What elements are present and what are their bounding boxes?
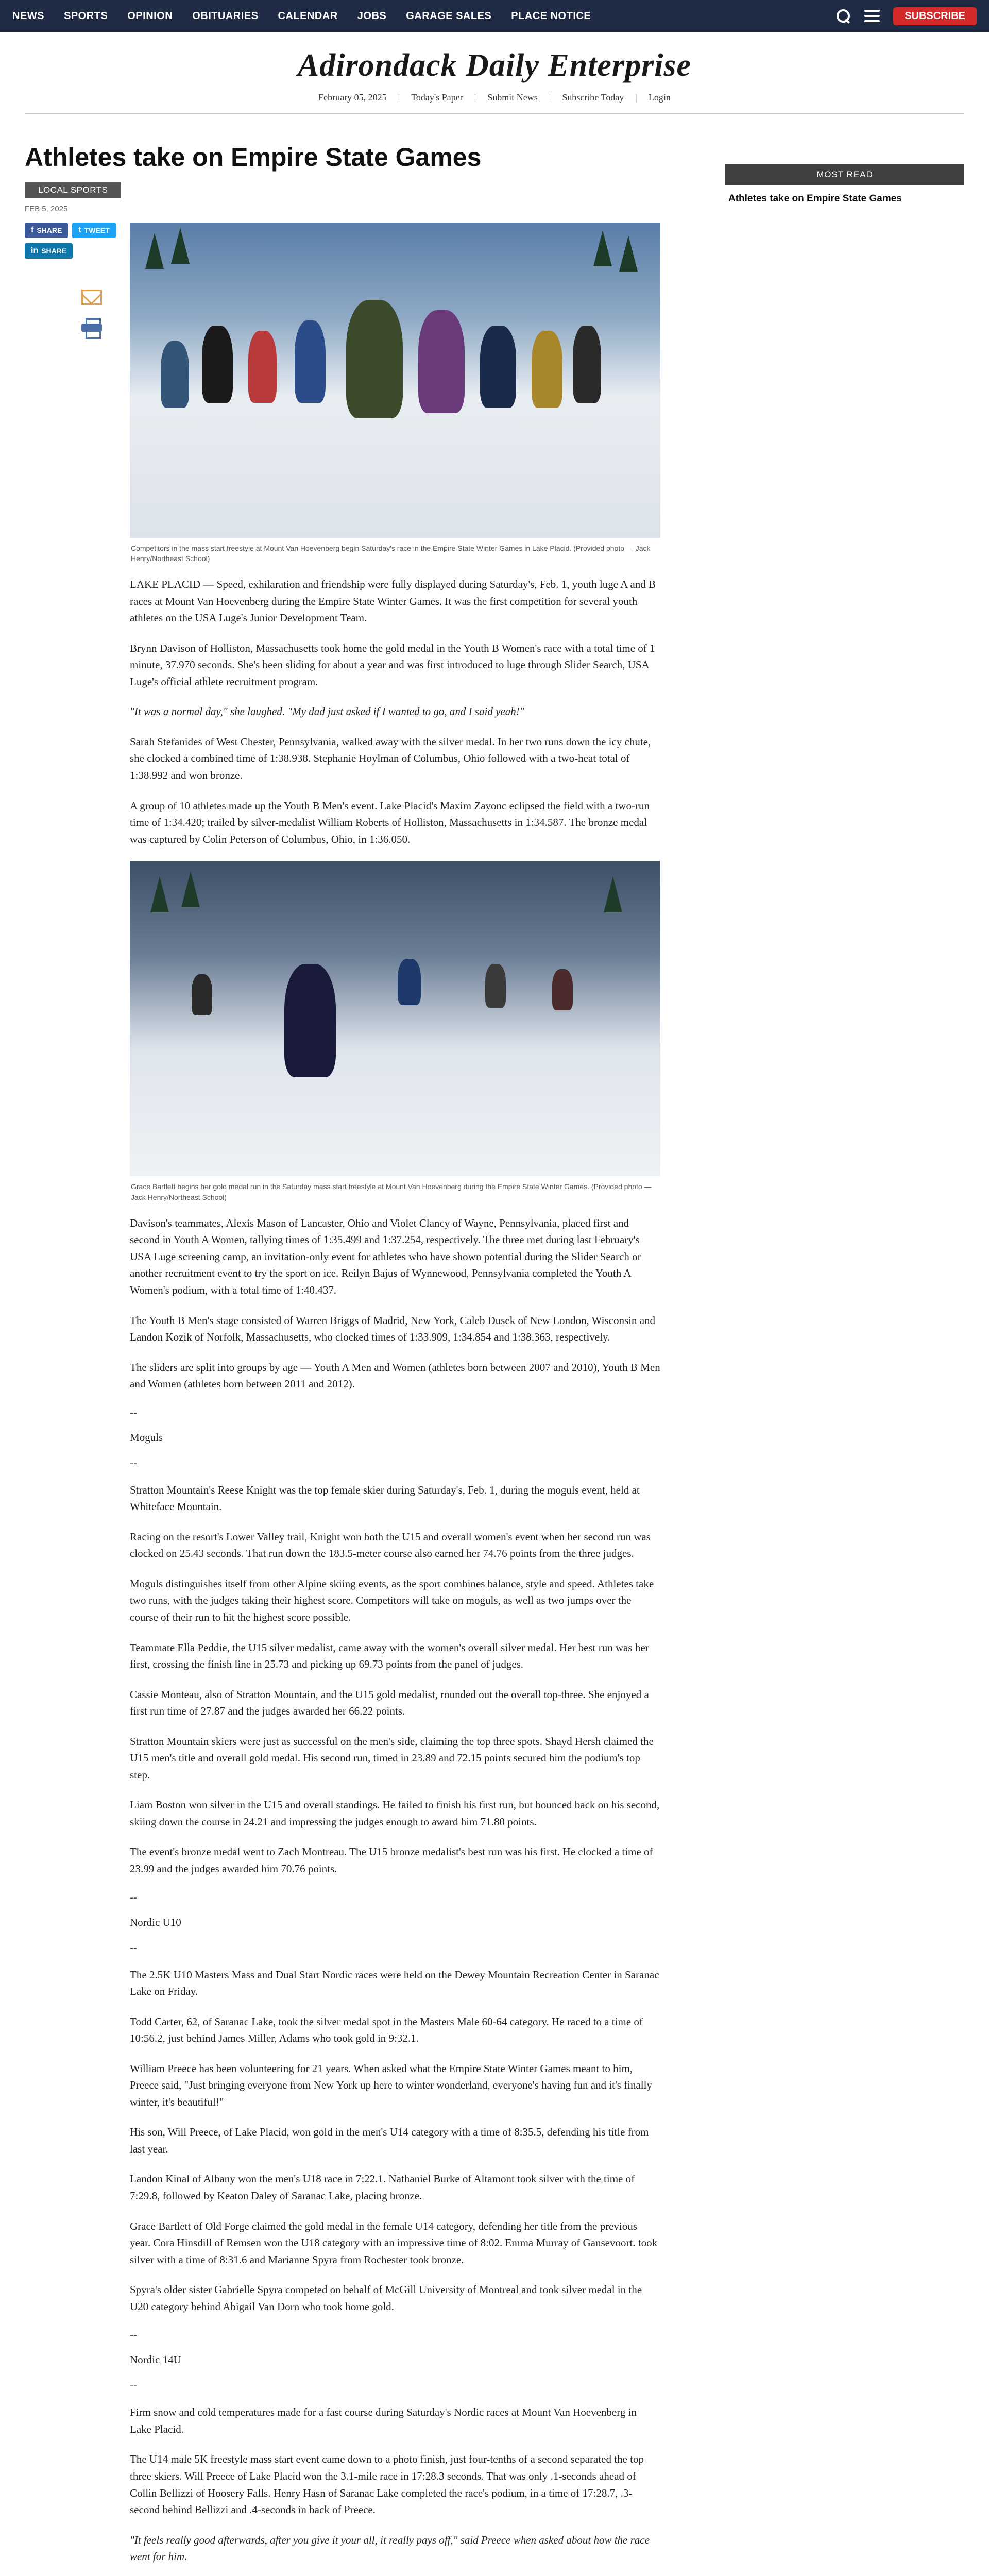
article-paragraph: Sarah Stefanides of West Chester, Pennsylvania, walked away with the silver medal. In her two runs down the icy chute, she clocked a combined time of 1:38.938. Stephanie Hoylman of Columbus, Ohio followed with a two-heat total of 1:38.992 and won bronze.	[130, 735, 651, 782]
nav-sports[interactable]: SPORTS	[64, 10, 108, 22]
article-paragraph: A group of 10 athletes made up the Youth B Men's event. Lake Placid's Maxim Zayonc eclipsed the field with a two-run time of 1:34.420; trailed by silver-medalist William Roberts of Holliston, Massachusetts in 1:34.587. The bronze medal was captured by Colin Peterson of Columbus, Ohio, in 1:36.050.	[130, 799, 650, 845]
twitter-share-label: TWEET	[84, 226, 110, 234]
login-link[interactable]: Login	[648, 92, 671, 103]
nav-obituaries[interactable]: OBITUARIES	[192, 10, 259, 22]
nav-jobs[interactable]: JOBS	[357, 10, 387, 22]
article-paragraph: LAKE PLACID — Speed, exhilaration and friendship were fully displayed during Saturday's, Feb. 1, youth luge A and B races at Mount Van Hoevenberg during the Empire State Winter Games. It was the first competition for several youth athletes on the USA Luge's Junior Development Team.	[130, 578, 656, 624]
facebook-share-button[interactable]	[25, 223, 68, 238]
article-paragraph: Moguls distinguishes itself from other Alpine skiing events, as the sport combines balance, style and speed. Athletes take two runs, with the judges taking their highest score. Competitors will take on moguls, as well as two jumps over the course of their run to hit the highest score possible.	[130, 1577, 654, 1623]
section-tag[interactable]: LOCAL SPORTS	[25, 182, 121, 198]
article-paragraph: The 2.5K U10 Masters Mass and Dual Start Nordic races were held on the Dewey Mountain Recreation Center in Saranac Lake on Friday.	[130, 1968, 659, 1998]
nav-news[interactable]: NEWS	[12, 10, 44, 22]
quote-text: "It feels really good afterwards, after you give it your all, it really pays off," said Preece when asked about how the race went for him.	[130, 2533, 650, 2563]
article-paragraph: Firm snow and cold temperatures made for a fast course during Saturday's Nordic races at Mount Van Hoevenberg in Lake Placid.	[130, 2406, 637, 2435]
section-divider: --	[130, 1890, 137, 1903]
facebook-share-label: SHARE	[37, 226, 62, 234]
subscribe-today-link[interactable]: Subscribe Today	[562, 92, 624, 103]
todays-paper-link[interactable]: Today's Paper	[411, 92, 463, 103]
article-photo-mass-start[interactable]	[130, 223, 660, 538]
separator: |	[549, 92, 551, 103]
most-read-item[interactable]: Athletes take on Empire State Games	[728, 193, 902, 204]
article-paragraph: Landon Kinal of Albany won the men's U18 race in 7:22.1. Nathaniel Burke of Altamont took silver with the time of 7:29.8, followed by Keaton Daley of Saranac Lake, placing bronze.	[130, 2173, 635, 2202]
article-paragraph: Davison's teammates, Alexis Mason of Lancaster, Ohio and Violet Clancy of Wayne, Pennsylvania, placed first and second in Youth A Women, tallying times of 1:35.499 and 1:37.254, respectively. The three met during last February's USA Luge screening camp, an invitation-only event for athletes who have shown potential during the Slider Search or another recruitment event to try the sport on ice. Reilyn Bajus of Wynnewood, Pennsylvania completed the Youth A Women's podium, with a total time of 1:40.437.	[130, 1216, 641, 1296]
article-quote	[130, 2532, 660, 2565]
nav-place-notice[interactable]: PLACE NOTICE	[511, 10, 591, 22]
linkedin-share-label: SHARE	[41, 246, 67, 255]
article-headline: Athletes take on Empire State Games	[25, 143, 482, 172]
article-paragraph: Liam Boston won silver in the U15 and overall standings. He failed to finish his first run, but bounced back on his second, skiing down the course in 24.21 and impressing the judges enough to award him 71.80 points.	[130, 1799, 660, 1828]
nav-opinion[interactable]: OPINION	[127, 10, 173, 22]
site-logo[interactable]: Adirondack Daily Enterprise	[297, 48, 692, 83]
article-paragraph: Cassie Monteau, also of Stratton Mountain, and the U15 gold medalist, rounded out the overall top-three. She enjoyed a first run time of 27.87 and the judges awarded her 66.22 points.	[130, 1688, 649, 1718]
main-column	[25, 143, 694, 2576]
section-divider: --	[130, 2379, 137, 2392]
search-icon[interactable]	[835, 8, 851, 24]
article-paragraph: William Preece has been volunteering for 21 years. When asked what the Empire State Winter Games meant to him, Preece said, "Just bringing everyone from New York up here to winter wonderland, everyone's having fun and it's finally winter, it's beautiful!"	[130, 2062, 652, 2108]
article-paragraph: The event's bronze medal went to Zach Montreau. The U15 bronze medalist's best run was his first. He clocked a time of 23.99 and the judges awarded him 70.76 points.	[130, 1845, 653, 1875]
article-paragraph: The sliders are split into groups by age — Youth A Men and Women (athletes born between 2007 and 2010), Youth B Men and Women (athletes born between 2011 and 2012).	[130, 1361, 660, 1391]
separator: |	[474, 92, 476, 103]
subhead-nordic-u14: Nordic 14U	[130, 2353, 181, 2366]
masthead-divider	[25, 113, 964, 114]
separator: |	[398, 92, 400, 103]
masthead	[0, 32, 989, 124]
article-quote	[130, 703, 660, 720]
photo2-caption: Grace Bartlett begins her gold medal run in the Saturday mass start freestyle at Mount Van Hoevenberg during the Empire State Winter Games. (Provided photo — Jack Henry/Northeast School)	[131, 1182, 652, 1201]
main-nav	[12, 10, 591, 22]
email-icon[interactable]	[81, 290, 102, 305]
sidebar	[725, 143, 964, 2576]
section-divider: --	[130, 1456, 137, 1469]
article-body-wrap	[25, 223, 694, 2576]
share-tools	[25, 223, 111, 2576]
print-icon[interactable]	[81, 318, 102, 336]
article-paragraph: Stratton Mountain skiers were just as successful on the men's side, claiming the top three spots. Shayd Hersh claimed the U15 men's title and overall gold medal. His second run, timed in 23.89 and 72.15 points secured him the podium's top step.	[130, 1735, 654, 1781]
section-divider: --	[130, 1405, 137, 1418]
photo1-caption: Competitors in the mass start freestyle at Mount Van Hoevenberg begin Saturday's race in the Empire State Winter Games in Lake Placid. (Provided photo — Jack Henry/Northeast School)	[131, 544, 651, 563]
subhead-moguls: Moguls	[130, 1431, 163, 1444]
article-paragraph: Grace Bartlett of Old Forge claimed the gold medal in the female U14 category, defending her title from the previous year. Cora Hinsdill of Remsen won the U18 category with an impressive time of 8:02. Emma Murray of Gansevoort. took silver with a time of 8:31.6 and Marianne Spyra from Rochester took bronze.	[130, 2219, 658, 2266]
article-paragraph: Brynn Davison of Holliston, Massachusetts took home the gold medal in the Youth B Women's race with a total time of 1 minute, 37.970 seconds. She's been sliding for about a year and was first introduced to luge through Slider Search, USA Luge's official athlete recruitment program.	[130, 641, 655, 688]
twitter-share-button[interactable]	[72, 223, 115, 238]
facebook-icon: f	[31, 225, 34, 234]
section-divider: --	[130, 1941, 137, 1954]
article-paragraph: The Youth B Men's stage consisted of Warren Briggs of Madrid, New York, Caleb Dusek of New London, Wisconsin and Landon Kozik of Norfolk, Massachusetts, who clocked times of 1:33.909, 1:34.854 and 1:38.363, respectively.	[130, 1314, 656, 1344]
linkedin-share-button[interactable]	[25, 243, 73, 259]
current-date: February 05, 2025	[318, 92, 387, 103]
article-paragraph: Racing on the resort's Lower Valley trail, Knight won both the U15 and overall women's event when her second run was clocked on 25.43 seconds. That run down the 183.5-meter course also earned her 74.76 points from the three judges.	[130, 1530, 651, 1560]
masthead-links	[0, 92, 989, 103]
submit-news-link[interactable]: Submit News	[487, 92, 538, 103]
article-paragraph: Todd Carter, 62, of Saranac Lake, took the silver medal spot in the Masters Male 60-64 category. He raced to a time of 10:56.2, just behind James Miller, Adams who took gold in 9:32.1.	[130, 2015, 643, 2045]
article-photo-grace-bartlett[interactable]	[130, 861, 660, 1176]
separator: |	[635, 92, 637, 103]
nav-calendar[interactable]: CALENDAR	[278, 10, 338, 22]
share-row	[25, 223, 116, 238]
most-read-header: MOST READ	[725, 164, 964, 185]
linkedin-icon: in	[31, 246, 39, 255]
quote-text: "It was a normal day," she laughed. "My dad just asked if I wanted to go, and I said yeah!"	[130, 705, 524, 718]
subscribe-button[interactable]: SUBSCRIBE	[893, 7, 977, 25]
page-body	[25, 124, 964, 2576]
top-actions	[835, 7, 977, 25]
article-content	[130, 223, 660, 2576]
article-paragraph: Stratton Mountain's Reese Knight was the top female skier during Saturday's, Feb. 1, during the moguls event, held at Whiteface Mountain.	[130, 1483, 640, 1513]
subhead-nordic-u10: Nordic U10	[130, 1916, 181, 1928]
article-paragraph: Spyra's older sister Gabrielle Spyra competed on behalf of McGill University of Montreal and took silver medal in the U20 category behind Abigail Van Dorn who took home gold.	[130, 2283, 642, 2313]
publish-date: FEB 5, 2025	[25, 204, 68, 213]
section-divider: --	[130, 2328, 137, 2341]
hamburger-menu-icon[interactable]	[864, 10, 880, 22]
article-paragraph: His son, Will Preece, of Lake Placid, won gold in the men's U14 category with a time of 8:35.5, defending his title from last year.	[130, 2126, 649, 2155]
article-paragraph: Teammate Ella Peddie, the U15 silver medalist, came away with the women's overall silver medal. Her best run was her first, crossing the finish line in 25.73 and picking up 69.73 points from the panel of judges.	[130, 1641, 649, 1671]
twitter-icon: t	[78, 225, 81, 234]
article-paragraph: The U14 male 5K freestyle mass start event came down to a photo finish, just four-tenths of a second separated the top three skiers. Will Preece of Lake Placid won the 3.1-mile race in 17:28.3 seconds. That was only .1-seconds ahead of Collin Bellizzi of Hoosery Falls. Henry Hasn of Saranac Lake completed the race's podium, in a time of 17:28.7, .3-second behind Bellizzi and .4-seconds in back of Preece.	[130, 2453, 644, 2516]
top-nav-bar	[0, 0, 989, 32]
nav-garage-sales[interactable]: GARAGE SALES	[406, 10, 492, 22]
